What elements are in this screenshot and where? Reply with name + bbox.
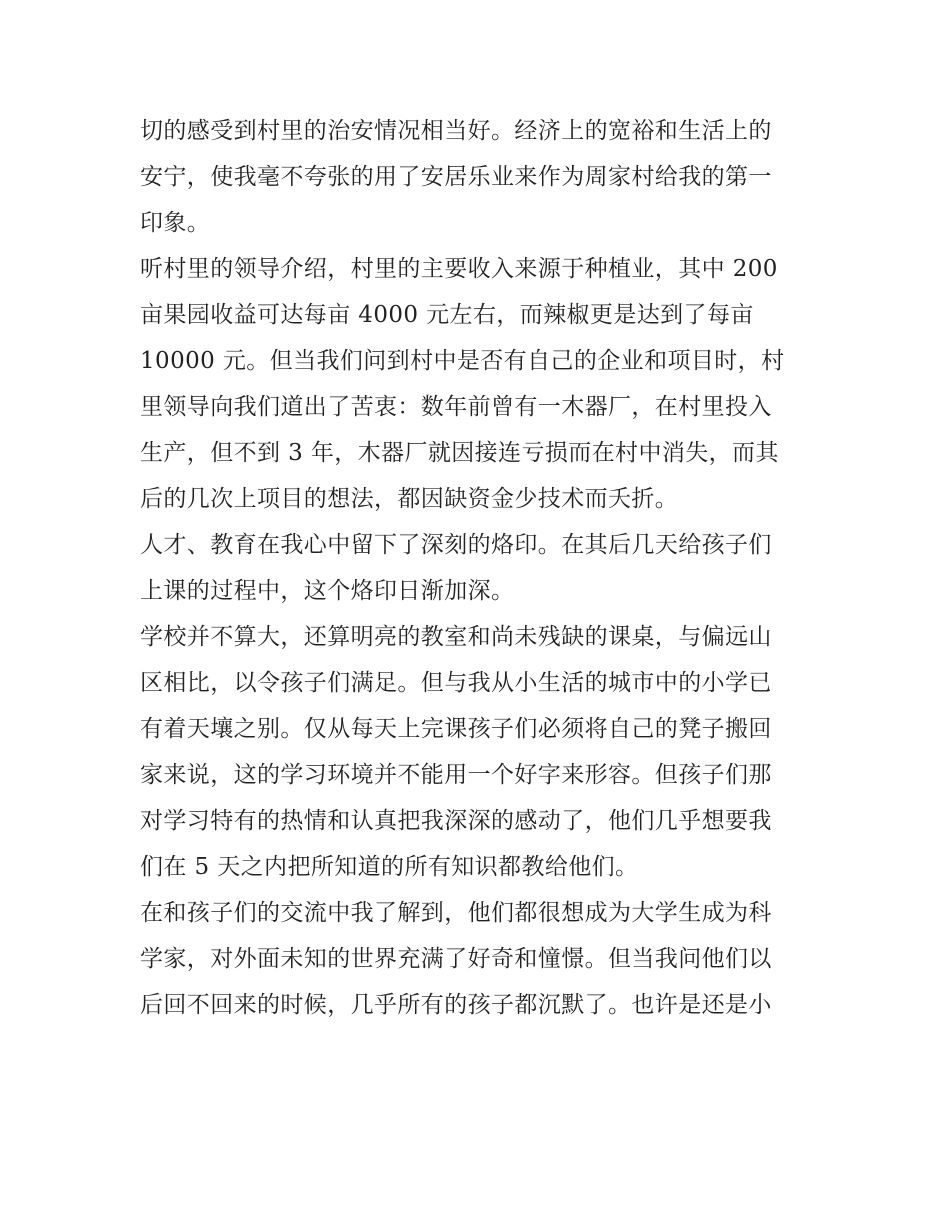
- text-line: 亩果园收益可达每亩 4000 元左右，而辣椒更是达到了每亩: [140, 302, 754, 328]
- text-line: 后的几次上项目的想法，都因缺资金少技术而夭折。: [140, 486, 679, 512]
- text-line: 对学习特有的热情和认真把我深深的感动了，他们几乎想要我: [140, 808, 772, 834]
- text-line: 安宁，使我毫不夸张的用了安居乐业来作为周家村给我的第一: [140, 164, 772, 190]
- text-line: 生产，但不到 3 年，木器厂就因接连亏损而在村中消失，而其: [140, 440, 779, 466]
- text-line: 上课的过程中，这个烙印日渐加深。: [140, 578, 515, 604]
- body-text: [140, 108, 820, 1028]
- text-line: 家来说，这的学习环境并不能用一个好字来形容。但孩子们那: [140, 762, 772, 788]
- text-line: 切的感受到村里的治安情况相当好。经济上的宽裕和生活上的: [140, 118, 772, 144]
- text-line: 们在 5 天之内把所知道的所有知识都教给他们。: [140, 854, 639, 880]
- text-line: 有着天壤之别。仅从每天上完课孩子们必须将自己的凳子搬回: [140, 716, 772, 742]
- text-line: 区相比，以令孩子们满足。但与我从小生活的城市中的小学已: [140, 670, 772, 696]
- text-line: 学家，对外面未知的世界充满了好奇和憧憬。但当我问他们以: [140, 946, 772, 972]
- text-line: 里领导向我们道出了苦衷：数年前曾有一木器厂，在村里投入: [140, 394, 772, 420]
- text-line: 学校并不算大，还算明亮的教室和尚未残缺的课桌，与偏远山: [140, 624, 772, 650]
- text-line: 在和孩子们的交流中我了解到，他们都很想成为大学生成为科: [140, 900, 772, 926]
- text-line: 印象。: [140, 210, 211, 236]
- text-line: 后回不回来的时候，几乎所有的孩子都沉默了。也许是还是小: [140, 992, 772, 1018]
- text-line: 听村里的领导介绍，村里的主要收入来源于种植业，其中 200: [140, 256, 778, 282]
- text-line: 10000 元。但当我们问到村中是否有自己的企业和项目时，村: [140, 348, 785, 374]
- text-line: 人才、教育在我心中留下了深刻的烙印。在其后几天给孩子们: [140, 532, 772, 558]
